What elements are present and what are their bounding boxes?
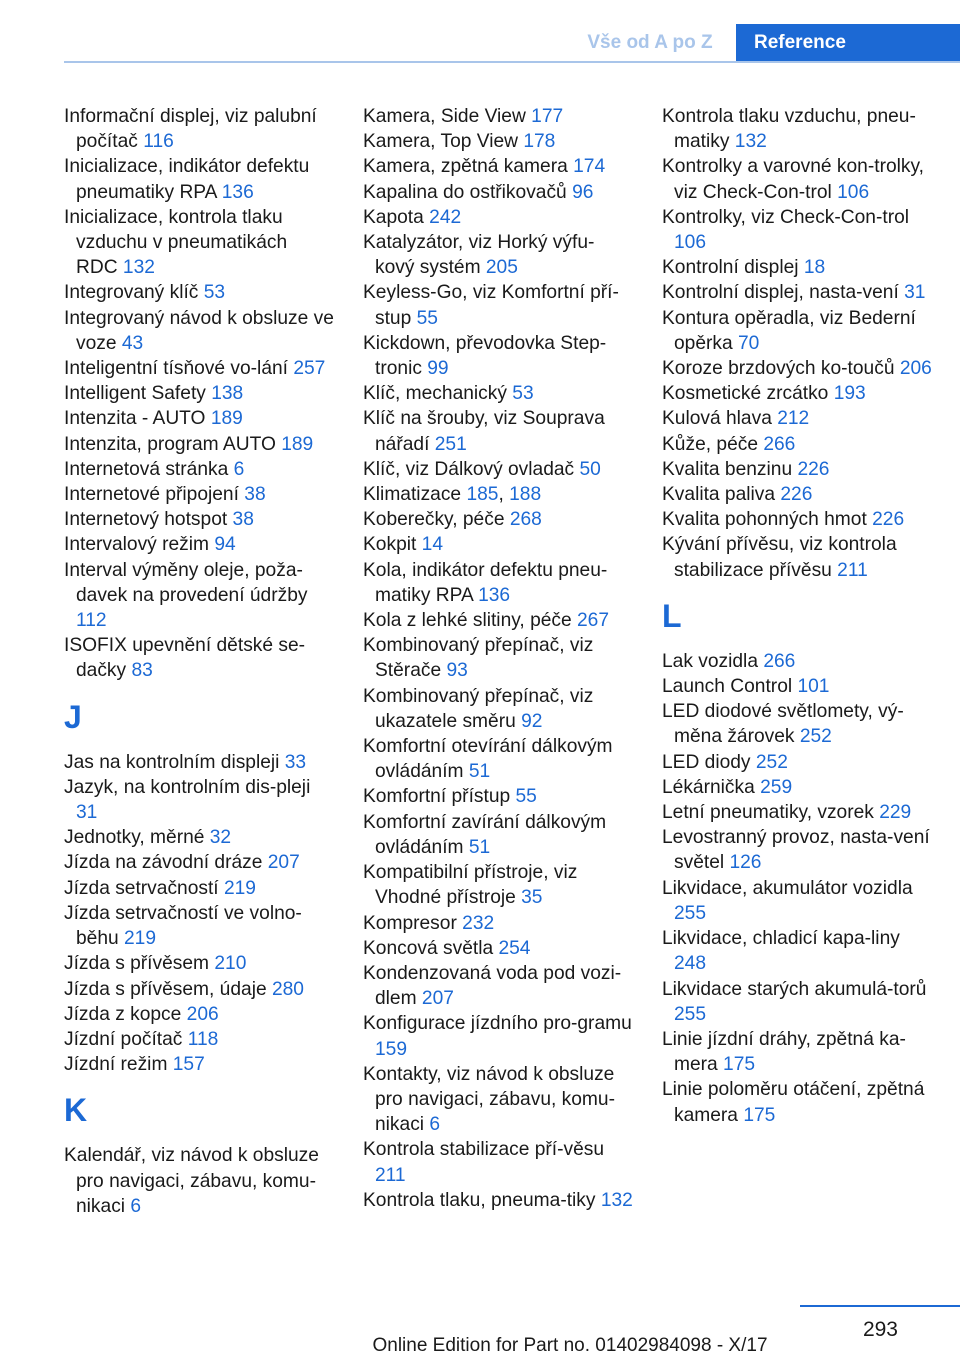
page-link[interactable]: 252 [799,726,832,748]
page-link[interactable]: 188 [509,484,542,506]
index-entry-text: Jízdní režim [64,1054,173,1076]
index-entry-text: Kondenzovaná voda pod vozi-dlem [363,962,622,1010]
index-entry-text: Kosmetické zrcátko [662,383,834,405]
index-entry-text: Kombinovaný přepínač, viz Stěrače [363,635,594,682]
index-entry [363,507,633,532]
index-entry [64,1143,334,1219]
page-link[interactable]: 112 [76,610,107,632]
page-link[interactable]: 116 [143,131,174,153]
index-entry-text: Klíč, viz Dálkový ovladač [363,458,580,480]
index-entry [363,482,633,507]
index-entry-text: Inicializace, kontrola tlaku vzduchu v pneumatikách RDC [64,206,288,279]
page-link[interactable]: 118 [187,1028,219,1050]
index-entry-text: Kontakty, viz návod k obsluze pro navigaci, zábavu, komu-nikaci [363,1063,615,1136]
page-link[interactable]: 189 [281,433,314,455]
index-entry [363,280,633,330]
index-entry-text: Kvalita benzinu [662,458,798,480]
page-link[interactable]: 174 [573,156,606,178]
index-entry-text: Kamera, zpětná kamera [363,156,574,178]
index-entry [64,457,334,482]
page-link[interactable]: 266 [763,650,796,672]
index-entry [363,154,633,179]
index-entry [64,154,334,204]
index-entry [363,180,633,205]
page-link[interactable]: 136 [221,181,254,203]
page-link[interactable]: 251 [434,433,467,455]
index-entry [64,901,334,951]
index-entry-text: Kola, indikátor defektu pneu-matiky RPA [363,559,608,606]
page-link-separator: , [498,484,510,506]
index-entry [363,608,633,633]
page-link[interactable]: 51 [468,836,491,858]
index-entry [662,482,932,507]
page-link[interactable]: 6 [130,1195,142,1217]
index-entry-text: Jas na kontrolním displeji [64,751,285,773]
index-entry [363,961,633,1011]
section-letter: K [64,1092,88,1129]
page-link[interactable]: 14 [421,534,444,556]
index-entry-text: Kontrolní displej, nasta-vení [662,282,905,304]
index-entry [363,457,633,482]
section-letter: J [64,698,82,735]
index-entry-text: Likvidace starých akumulá-torů [662,978,927,1000]
page-link[interactable]: 210 [214,953,247,975]
index-entry [662,432,932,457]
index-entry-text: ISOFIX upevnění dětské se-dačky [64,635,306,682]
index-entry [363,406,633,456]
page-link[interactable]: 226 [797,458,830,480]
index-entry-text: Kola z lehké slitiny, péče [363,610,578,632]
index-entry-text: Kontrola tlaku, pneuma-tiky [363,1189,601,1211]
index-entry-text: Jízda setrvačností ve volno-běhu [64,902,302,950]
page-link[interactable]: 212 [777,408,810,430]
page-link[interactable]: 255 [674,902,707,924]
index-entry-text: Internetový hotspot [64,509,233,531]
index-entry [64,1027,334,1052]
index-entry-text: Jazyk, na kontrolním dis-pleji [64,776,311,798]
index-entry-text: Komfortní přístup [363,786,516,808]
index-entry-text: Kamera, Top View [363,131,524,153]
index-entry-text: Kvalita pohonných hmot [662,509,873,531]
page-link[interactable]: 211 [375,1164,406,1186]
index-entry-text: Kontrolky, viz Check-Con-trol [662,206,910,228]
page-link[interactable]: 193 [833,383,866,405]
index-entry [64,951,334,976]
index-entry [64,356,334,381]
page-link[interactable]: 259 [760,776,793,798]
index-entry [363,860,633,910]
page-link[interactable]: 175 [723,1054,756,1076]
page-link[interactable]: 55 [416,307,438,329]
page-link[interactable]: 248 [674,953,707,975]
page-link[interactable]: 185 [466,484,499,506]
page-link[interactable]: 280 [271,978,304,1000]
index-entry [363,532,633,557]
index-entry-text: Klimatizace [363,484,467,506]
index-entry [64,306,334,356]
index-entry-text: Integrovaný návod k obsluze ve voze [64,307,334,354]
index-entry [363,205,633,230]
page-link[interactable]: 232 [462,912,495,934]
page-link[interactable]: 38 [232,509,254,531]
page-link[interactable]: 96 [572,181,594,203]
tab-reference[interactable]: Reference [736,24,960,62]
index-entry-text: Komfortní zavírání dálkovým ovládáním [363,811,607,858]
index-entry-text: Komfortní otevírání dálkovým ovládáním [363,736,613,783]
index-entry-text: Kokpit [363,534,422,556]
page-link[interactable]: 31 [904,282,926,304]
page-link[interactable]: 83 [131,660,153,682]
index-entry [64,381,334,406]
page-link[interactable]: 159 [375,1038,408,1060]
page-link[interactable]: 219 [223,877,256,899]
page-link[interactable]: 6 [429,1114,441,1136]
header-divider [64,61,960,63]
index-entry-text: Kontrolky a varovné kon-trolky, viz Check-Con-trol [662,156,924,203]
index-entry [662,649,932,674]
index-entry-text: Kompresor [363,912,463,934]
index-entry-text: Koroze brzdových ko-toučů [662,358,900,380]
index-entry-text: Kvalita paliva [662,484,781,506]
index-entry-text: Jízda z kopce [64,1003,187,1025]
index-entry-text: LED diody [662,751,756,773]
index-entry [363,1188,633,1213]
index-entry [662,926,932,976]
index-entry-text: Internetová stránka [64,458,234,480]
index-entry [363,558,633,608]
index-entry-text: Kombinovaný přepínač, viz ukazatele směru [363,685,594,732]
index-entry [363,734,633,784]
page-link[interactable]: 106 [674,232,707,254]
index-entry [662,104,932,154]
page-link[interactable]: 252 [755,751,788,773]
index-entry [64,532,334,557]
index-entry-text: Likvidace, akumulátor vozidla [662,877,913,899]
index-entry-text: Informační displej, viz palubní počítač [64,106,317,153]
footer-divider [800,1305,960,1307]
index-entry-text: Letní pneumatiky, vzorek [662,802,880,824]
page-link[interactable]: 132 [122,257,155,279]
index-entry [64,775,334,825]
page-link[interactable]: 207 [421,988,454,1010]
page-link[interactable]: 175 [743,1104,776,1126]
index-entry-text: Klíč, mechanický [363,383,513,405]
index-entry-text: Intenzita, program AUTO [64,433,282,455]
edition-note: Online Edition for Part no. 01402984098 - X/17 [372,1335,768,1356]
index-entry-text: Jízdní počítač [64,1028,188,1050]
index-entry [64,876,334,901]
index-entry-text: Jízda s přívěsem, údaje [64,978,272,1000]
index-entry [64,482,334,507]
index-entry [662,800,932,825]
page-link[interactable]: 126 [729,852,762,874]
page-link[interactable]: 136 [478,584,511,606]
index-column-2 [363,104,633,1213]
page-link[interactable]: 268 [509,509,542,531]
page-link[interactable]: 229 [879,802,912,824]
page-link[interactable]: 70 [738,332,760,354]
index-entry [363,633,633,683]
index-entry-text: Kapalina do ostřikovačů [363,181,573,203]
page-link[interactable]: 177 [531,106,564,127]
index-entry [64,850,334,875]
index-entry [662,532,932,582]
index-entry [363,1062,633,1138]
index-entry-text: Katalyzátor, viz Horký výfu-kový systém [363,232,595,279]
page-link[interactable]: 254 [498,937,531,959]
page-link[interactable]: 157 [172,1054,205,1076]
index-entry [363,104,633,129]
index-entry [662,876,932,926]
page-link[interactable]: 99 [427,358,449,380]
index-entry-text: LED diodové světlomety, vý-měna žárovek [662,701,904,748]
index-column-3 [662,104,932,1128]
index-entry-text: Kontrola tlaku vzduchu, pneu-matiky [662,106,916,153]
index-entry [662,381,932,406]
header-tabs [564,24,960,62]
index-entry [662,1077,932,1127]
index-entry-text: Intervalový režim [64,534,215,556]
index-entry [64,104,334,154]
page-link[interactable]: 255 [674,1003,707,1025]
index-entry [363,911,633,936]
page-link[interactable]: 266 [763,433,796,455]
index-entry-text: Kapota [363,206,430,228]
page-link[interactable]: 6 [233,458,245,480]
page-link[interactable]: 226 [780,484,813,506]
index-entry-text: Lak vozidla [662,650,764,672]
index-entry-text: Lékárnička [662,776,761,798]
page-link[interactable]: 205 [485,257,518,279]
page-link[interactable]: 92 [521,710,543,732]
index-entry [363,1137,633,1187]
index-entry-text: Jednotky, měrné [64,827,210,849]
index-column-1 [64,104,334,1219]
index-entry-text: Levostranný provoz, nasta-vení světel [662,827,930,874]
index-entry-text: Kontrola stabilizace pří-věsu [363,1139,605,1161]
index-entry [363,1011,633,1061]
index-entry [662,775,932,800]
index-entry [662,154,932,204]
page-link[interactable]: 32 [209,827,232,849]
index-entry [662,457,932,482]
index-entry [64,825,334,850]
page-link[interactable]: 38 [244,484,266,506]
index-entry [662,1027,932,1077]
page-link[interactable]: 207 [267,852,300,874]
page-link[interactable]: 50 [579,458,601,480]
index-entry [363,230,633,280]
index-entry [662,750,932,775]
index-entry-text: Kompatibilní přístroje, viz Vhodné přístroje [363,862,578,909]
index-entry-text: Integrovaný klíč [64,282,204,304]
page-link[interactable]: 267 [577,610,610,632]
index-entry [662,205,932,255]
index-entry [64,977,334,1002]
index-entry-text: Klíč na šrouby, viz Souprava nářadí [363,408,605,455]
page-link[interactable]: 53 [203,282,226,304]
index-entry-text: Kývání přívěsu, viz kontrola stabilizace přívěsu [662,534,897,581]
page-link[interactable]: 31 [76,802,98,824]
page-link[interactable]: 93 [446,660,468,682]
index-entry [662,674,932,699]
index-entry-text: Likvidace, chladicí kapa-liny [662,928,900,950]
tab-all-a-z[interactable]: Vše od A po Z [587,32,713,53]
index-entry [662,255,932,280]
index-entry [363,810,633,860]
index-entry [363,936,633,961]
page-link[interactable]: 132 [734,131,767,153]
index-entry-text: Kůže, péče [662,433,764,455]
index-entry-text: Keyless-Go, viz Komfortní pří-stup [363,282,619,329]
index-entry-text: Launch Control [662,676,798,698]
index-entry [662,699,932,749]
index-entry [64,1052,334,1077]
page-number: 293 [862,1318,898,1341]
page-link[interactable]: 53 [512,383,534,405]
index-entry [64,432,334,457]
index-entry-text: Inteligentní tísňové vo-lání [64,358,294,380]
index-entry [662,356,932,381]
index-entry-text: Kamera, Side View [363,106,532,127]
index-entry-text: Kulová hlava [662,408,778,430]
index-entry-text: Kontura opěradla, viz Bederní opěrka [662,307,916,354]
page-link[interactable]: 206 [899,358,932,380]
index-entry-text: Kickdown, převodovka Step-tronic [363,332,607,380]
page-link[interactable]: 132 [600,1189,633,1211]
page-link[interactable]: 94 [214,534,236,556]
index-entry-text: Koncová světla [363,937,499,959]
index-entry [64,1002,334,1027]
index-entry-text: Intelligent Safety [64,383,212,405]
page-link[interactable]: 106 [837,181,870,203]
index-entry-text: Kalendář, viz návod k obsluze pro navigaci, zábavu, komu-nikaci [64,1145,319,1217]
page-link[interactable]: 55 [515,786,537,808]
index-entry [662,825,932,875]
index-entry [662,406,932,431]
page-link[interactable]: 257 [293,358,326,380]
page-link[interactable]: 101 [797,676,830,698]
index-entry [363,684,633,734]
index-entry-text: Interval výměny oleje, poža-davek na provedení údržby [64,559,308,606]
index-entry [64,406,334,431]
index-entry [662,306,932,356]
index-entry [64,750,334,775]
page-link[interactable]: 51 [468,761,491,783]
index-entry-text: Konfigurace jízdního pro-gramu [363,1013,632,1035]
index-entry [64,633,334,683]
index-entry [662,280,932,305]
index-entry [64,205,334,281]
index-entry-text: Linie jízdní dráhy, zpětná ka-mera [662,1028,906,1076]
index-entry-text: Jízda na závodní dráze [64,852,268,874]
index-entry-text: Internetové připojení [64,484,245,506]
page-link[interactable]: 35 [521,887,543,909]
index-entry [662,507,932,532]
index-entry [363,381,633,406]
index-entry-text: Koberečky, péče [363,509,510,531]
index-entry [64,280,334,305]
index-entry [363,331,633,381]
page-link[interactable]: 178 [523,131,556,153]
index-entry-text: Jízda s přívěsem [64,953,215,975]
page-link[interactable]: 206 [186,1003,219,1025]
index-entry-text: Jízda setrvačností [64,877,224,899]
page-link[interactable]: 138 [211,383,244,405]
page-link[interactable]: 43 [121,332,144,354]
index-entry-text: Intenzita - AUTO [64,408,211,430]
index-entry [662,977,932,1027]
section-letter: L [662,597,682,634]
index-entry [64,507,334,532]
page-link[interactable]: 189 [210,408,243,430]
page-link[interactable]: 219 [124,928,157,950]
page-link[interactable]: 18 [803,257,826,279]
index-entry-text: Linie poloměru otáčení, zpětná kamera [662,1079,925,1126]
index-entry [363,129,633,154]
index-entry [363,784,633,809]
page-link[interactable]: 211 [837,559,868,581]
index-entry-text: Kontrolní displej [662,257,804,279]
page-link[interactable]: 33 [284,751,307,773]
page-link[interactable]: 242 [429,206,462,228]
index-entry [64,558,334,634]
index-entry-text: Inicializace, indikátor defektu pneumatiky RPA [64,156,310,203]
page-link[interactable]: 226 [872,509,905,531]
